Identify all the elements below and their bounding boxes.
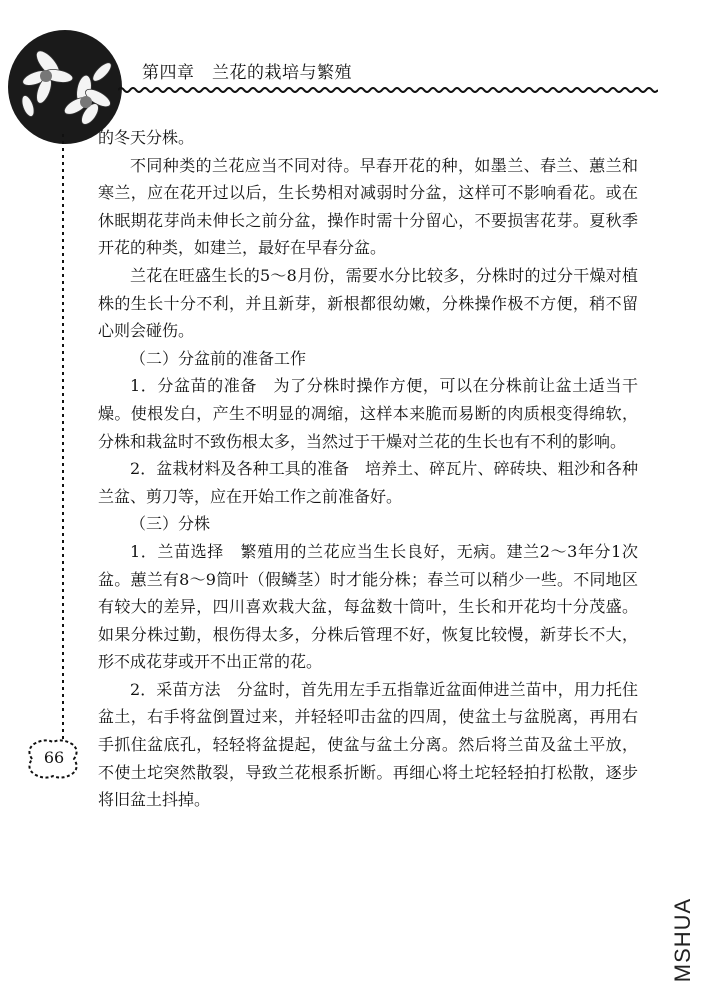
watermark bbox=[668, 884, 698, 996]
body-text bbox=[98, 124, 638, 814]
page-number: 66 bbox=[43, 748, 65, 767]
paragraph: 的冬天分株。 bbox=[98, 128, 195, 147]
margin-chain-ornament bbox=[58, 134, 68, 834]
paragraph: 不同种类的兰花应当不同对待。早春开花的种，如墨兰、春兰、蕙兰和寒兰，应在花开过以后，生长势相对减弱时分盆，这样可不影响看花。或在休眠期花芽尚未伸长之前分盆，操作时需十分留心，不要损害花芽。夏秋季开花的种类，如建兰，最好在早春分盆。 bbox=[98, 155, 638, 258]
paragraph: 2．采苗方法 分盆时，首先用左手五指靠近盆面伸进兰苗中，用力托住盆土，右手将盆倒置过来，并轻轻叩击盆的四周，使盆土与盆脱离，再用右手抓住盆底孔，轻轻将盆提起，使盆与盆土分离。然后将兰苗及盆土平放，不使土坨突然散裂，导致兰花根系折断。再细心将土坨轻轻拍打松散，逐步将旧盆土抖掉。 bbox=[98, 679, 638, 810]
paragraph: 2．盆栽材料及各种工具的准备 培养土、碎瓦片、碎砖块、粗沙和各种兰盆、剪刀等，应在开始工作之前准备好。 bbox=[98, 459, 638, 506]
header-divider bbox=[118, 86, 658, 94]
chapter-header-title: 第四章 兰花的栽培与繁殖 bbox=[142, 63, 352, 83]
section-heading: （三）分株 bbox=[130, 514, 211, 534]
section-heading: （二）分盆前的准备工作 bbox=[130, 348, 307, 368]
paragraph: 1．兰苗选择 繁殖用的兰花应当生长良好，无病。建兰2～3年分1次盆。蕙兰有8～9筒叶（假鳞茎）时才能分株；春兰可以稍少一些。不同地区有较大的差异，四川喜欢栽大盆，每盆数十筒叶，生长和开花均十分茂盛。如果分株过勤，根伤得太多，分株后管理不好，恢复比较慢，新芽长不大，形不成花芽或开不出正常的花。 bbox=[98, 541, 638, 672]
paragraph: 1．分盆苗的准备 为了分株时操作方便，可以在分株前让盆土适当干燥。使根发白，产生不明显的凋缩，这样本来脆而易断的肉质根变得绵软，分株和栽盆时不致伤根太多，当然过于干燥对兰花的生长也有不利的影响。 bbox=[98, 376, 638, 451]
paragraph: 兰花在旺盛生长的5～8月份，需要水分比较多，分株时的过分干燥对植株的生长十分不利，并且新芽，新根都很幼嫩，分株操作极不方便，稍不留心则会碰伤。 bbox=[98, 265, 638, 341]
watermark-text: MSHUA bbox=[670, 897, 695, 983]
